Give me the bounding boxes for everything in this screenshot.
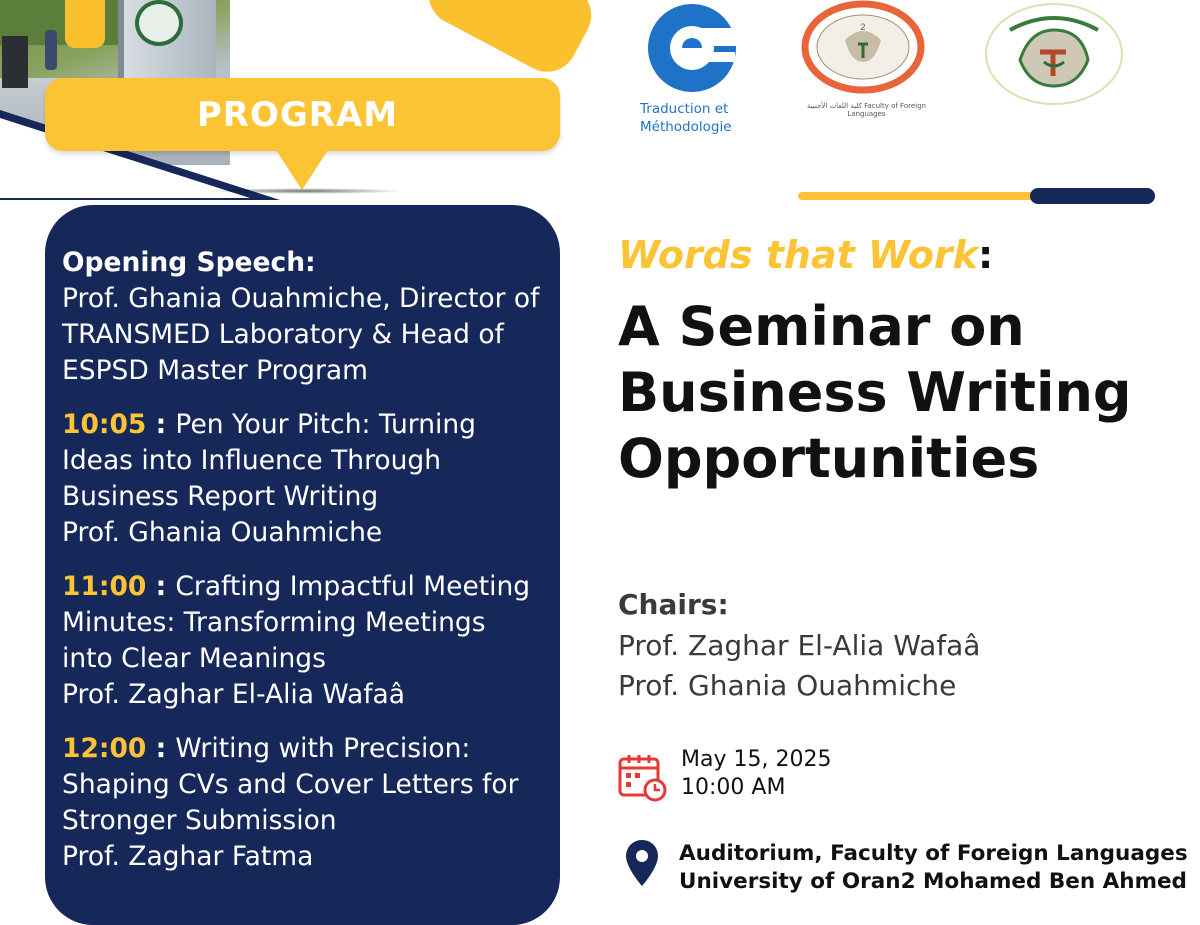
photo-sign-logo	[135, 0, 183, 46]
program-separator: :	[146, 733, 176, 764]
event-tagline	[618, 233, 993, 277]
program-entry-line: Prof. Ghania Ouahmiche, Director of	[62, 283, 540, 314]
program-entry-lead: Opening Speech:	[62, 247, 316, 278]
accent-line-navy	[1030, 188, 1155, 204]
faculty-foreign-languages-logo	[800, 0, 926, 95]
chairs-list	[618, 626, 980, 706]
event-time: 10:00 AM	[681, 775, 786, 800]
event-title-line: Opportunities	[618, 427, 1040, 490]
yellow-decoration-top	[418, 0, 602, 82]
program-entry-line: Minutes: Transforming Meetings	[62, 607, 486, 638]
university-oran2-logo	[980, 0, 1128, 108]
program-time: 12:00	[62, 733, 147, 764]
program-pointer-shadow	[205, 188, 405, 194]
event-datetime	[681, 746, 831, 802]
program-entry-1005	[62, 407, 550, 551]
program-entry-line: into Clear Meanings	[62, 643, 326, 674]
program-entry-opening	[62, 245, 550, 389]
program-entry-first-line	[62, 407, 550, 443]
svg-text:2: 2	[860, 23, 866, 33]
program-panel	[45, 205, 560, 925]
program-entry-line: Stronger Submission	[62, 805, 337, 836]
program-entry-line: Shaping CVs and Cover Letters for	[62, 769, 519, 800]
program-entry-heading: Pen Your Pitch: Turning	[175, 409, 477, 440]
program-entry-first-line	[62, 569, 550, 605]
program-entry-1100	[62, 569, 550, 713]
event-venue	[679, 840, 1188, 896]
chair-name: Prof. Zaghar El-Alia Wafaâ	[618, 629, 981, 662]
program-time: 10:05	[62, 409, 147, 440]
program-entry-1200	[62, 731, 550, 875]
program-entry-speaker: Prof. Ghania Ouahmiche	[62, 517, 383, 548]
logo-text-line: Traduction et	[640, 101, 729, 117]
map-pin-icon	[624, 838, 660, 888]
program-time: 11:00	[62, 571, 147, 602]
chair-name: Prof. Ghania Ouahmiche	[618, 669, 957, 702]
partner-logos	[620, 0, 1180, 150]
event-title	[618, 294, 1188, 492]
program-separator: :	[146, 409, 176, 440]
program-entry-first-line	[62, 731, 550, 767]
program-entry-speaker: Prof. Zaghar El-Alia Wafaâ	[62, 679, 406, 710]
accent-line-yellow	[798, 192, 1038, 200]
yellow-decoration-left	[65, 0, 105, 48]
traduction-methodologie-logo	[637, 0, 747, 100]
event-title-line: A Seminar on	[618, 295, 1025, 358]
program-entry-heading: Crafting Impactful Meeting	[175, 571, 531, 602]
photo-bin	[2, 36, 28, 88]
program-entry-line: ESPSD Master Program	[62, 355, 368, 386]
program-entry-speaker: Prof. Zaghar Fatma	[62, 841, 314, 872]
program-banner-label: PROGRAM	[196, 94, 399, 135]
event-title-line: Business Writing	[618, 361, 1132, 424]
program-entry-heading: Writing with Precision:	[175, 733, 471, 764]
program-banner-pointer	[276, 150, 328, 190]
program-banner	[45, 78, 560, 151]
event-date: May 15, 2025	[681, 747, 832, 772]
logo-text-line: Méthodologie	[640, 119, 732, 135]
program-entry-line: TRANSMED Laboratory & Head of	[62, 319, 504, 350]
faculty-foreign-languages-caption: كلية اللغات الأجنبية Faculty of Foreign Languages	[807, 102, 926, 118]
photo-person	[45, 30, 57, 70]
program-entry-line: Ideas into Influence Through	[62, 445, 442, 476]
program-separator: :	[146, 571, 176, 602]
tagline-colon: :	[977, 233, 994, 277]
program-entry-line: Business Report Writing	[62, 481, 379, 512]
venue-line: Auditorium, Faculty of Foreign Languages	[679, 841, 1188, 866]
tagline-text: Words that Work	[618, 233, 978, 277]
chairs-label: Chairs:	[618, 588, 729, 621]
calendar-clock-icon	[617, 752, 667, 802]
venue-line: University of Oran2 Mohamed Ben Ahmed	[679, 869, 1187, 894]
traduction-methodologie-text	[640, 100, 760, 136]
